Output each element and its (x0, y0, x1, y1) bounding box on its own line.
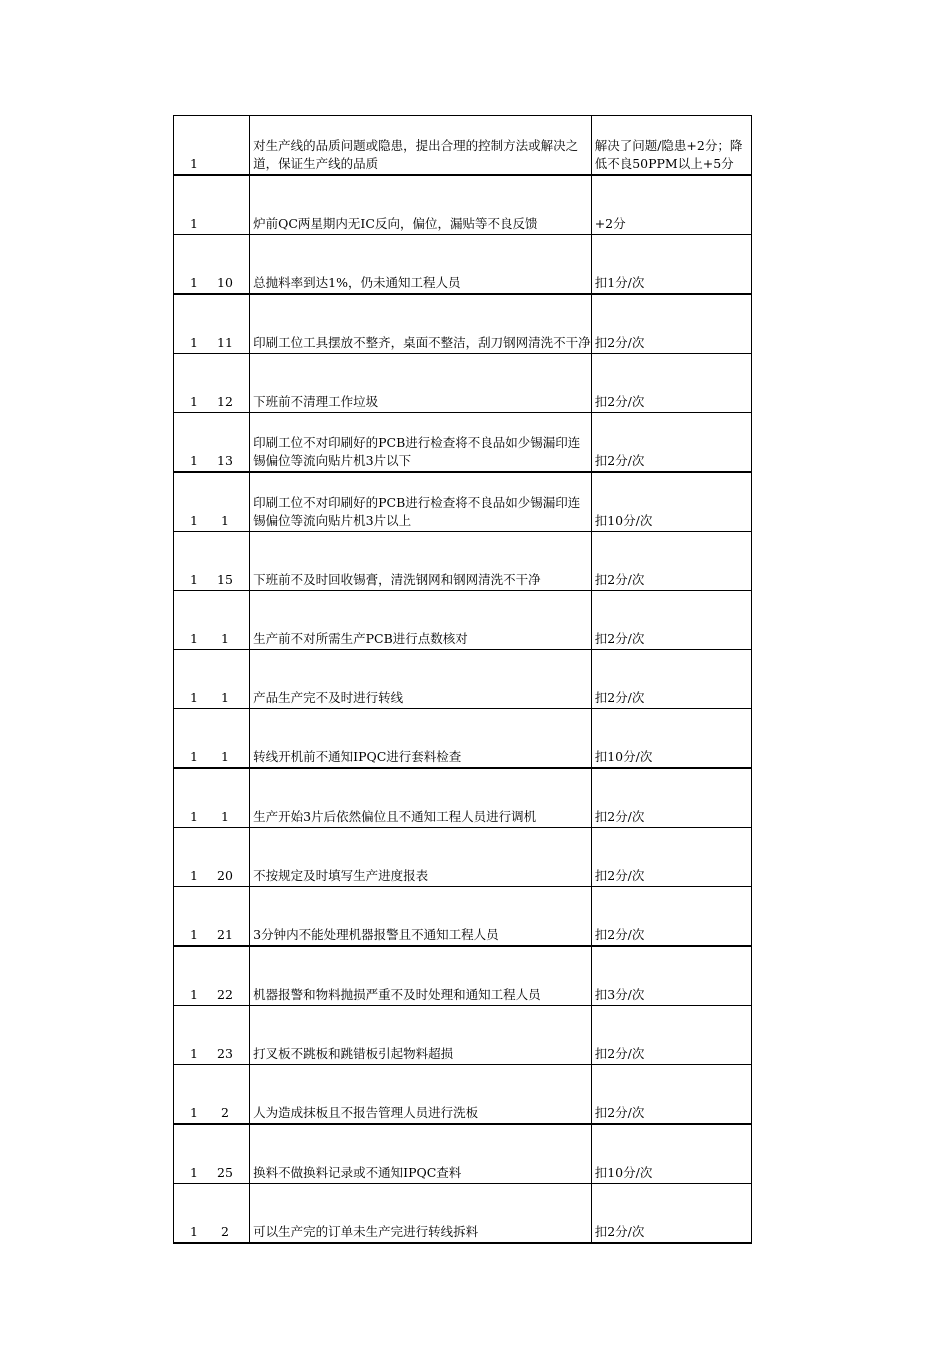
item-number: 21 (217, 927, 233, 942)
description-cell: 产品生产完不及时进行转线 (250, 650, 592, 709)
table-row (174, 709, 752, 769)
category-number: 1 (190, 572, 198, 587)
item-number: 1 (221, 809, 229, 824)
category-number: 1 (190, 631, 198, 646)
category-number: 1 (190, 1165, 198, 1180)
item-number: 1 (221, 749, 229, 764)
score-cell: 扣1分/次 (591, 235, 751, 295)
table-row (174, 116, 752, 176)
score-cell: 扣2分/次 (591, 591, 751, 650)
table-row (174, 887, 752, 947)
item-number: 1 (221, 631, 229, 646)
category-number: 1 (190, 1224, 198, 1239)
table-row (174, 532, 752, 591)
item-number: 10 (217, 275, 233, 290)
category-number: 1 (190, 868, 198, 883)
score-cell: +2分 (591, 175, 751, 235)
description-cell: 3分钟内不能处理机器报警且不通知工程人员 (250, 887, 592, 947)
item-number: 15 (217, 572, 233, 587)
item-number: 2 (221, 1105, 229, 1120)
description-cell: 可以生产完的订单未生产完进行转线拆料 (250, 1184, 592, 1244)
category-number: 1 (190, 335, 198, 350)
item-number: 25 (217, 1165, 233, 1180)
description-cell: 印刷工位不对印刷好的PCB进行检查将不良品如少锡漏印连锡偏位等流向贴片机3片以上 (250, 472, 592, 532)
item-number: 23 (217, 1046, 233, 1061)
category-number: 1 (190, 275, 198, 290)
category-number: 1 (190, 987, 198, 1002)
table-row (174, 1124, 752, 1184)
table-row (174, 1006, 752, 1065)
category-number: 1 (190, 156, 198, 171)
description-cell: 转线开机前不通知IPQC进行套料检查 (250, 709, 592, 769)
table-row (174, 354, 752, 413)
description-cell: 生产开始3片后依然偏位且不通知工程人员进行调机 (250, 768, 592, 828)
description-cell: 不按规定及时填写生产进度报表 (250, 828, 592, 887)
category-number: 1 (190, 927, 198, 942)
id-cell (174, 1184, 250, 1244)
score-cell: 扣2分/次 (591, 650, 751, 709)
description-cell: 机器报警和物料抛损严重不及时处理和通知工程人员 (250, 946, 592, 1006)
id-cell (174, 828, 250, 887)
description-cell: 炉前QC两星期内无IC反向，偏位，漏贴等不良反馈 (250, 175, 592, 235)
id-cell (174, 1006, 250, 1065)
id-cell (174, 294, 250, 354)
id-cell (174, 532, 250, 591)
score-cell: 扣2分/次 (591, 1006, 751, 1065)
score-cell: 扣10分/次 (591, 472, 751, 532)
id-cell (174, 472, 250, 532)
description-cell: 对生产线的品质问题或隐患，提出合理的控制方法或解决之道，保证生产线的品质 (250, 116, 592, 176)
table-row (174, 235, 752, 295)
category-number: 1 (190, 1046, 198, 1061)
category-number: 1 (190, 809, 198, 824)
table-row (174, 175, 752, 235)
id-cell (174, 887, 250, 947)
table-row (174, 413, 752, 473)
score-cell: 扣2分/次 (591, 1065, 751, 1125)
category-number: 1 (190, 394, 198, 409)
item-number: 20 (217, 868, 233, 883)
scoring-table (173, 115, 752, 1244)
item-number: 11 (217, 335, 233, 350)
score-cell: 扣10分/次 (591, 1124, 751, 1184)
description-cell: 印刷工位不对印刷好的PCB进行检查将不良品如少锡漏印连锡偏位等流向贴片机3片以下 (250, 413, 592, 473)
id-cell (174, 413, 250, 473)
score-cell: 解决了问题/隐患+2分；降低不良50PPM以上+5分 (591, 116, 751, 176)
table-row (174, 650, 752, 709)
category-number: 1 (190, 749, 198, 764)
score-cell: 扣2分/次 (591, 887, 751, 947)
description-cell: 人为造成抹板且不报告管理人员进行洗板 (250, 1065, 592, 1125)
description-cell: 换料不做换料记录或不通知IPQC查料 (250, 1124, 592, 1184)
description-cell: 下班前不清理工作垃圾 (250, 354, 592, 413)
id-cell (174, 1065, 250, 1125)
score-cell: 扣3分/次 (591, 946, 751, 1006)
score-cell: 扣10分/次 (591, 709, 751, 769)
item-number: 1 (221, 690, 229, 705)
table-row (174, 768, 752, 828)
id-cell (174, 235, 250, 295)
category-number: 1 (190, 453, 198, 468)
id-cell (174, 354, 250, 413)
id-cell (174, 946, 250, 1006)
category-number: 1 (190, 1105, 198, 1120)
score-cell: 扣2分/次 (591, 294, 751, 354)
description-cell: 生产前不对所需生产PCB进行点数核对 (250, 591, 592, 650)
score-cell: 扣2分/次 (591, 768, 751, 828)
item-number: 12 (217, 394, 233, 409)
id-cell (174, 1124, 250, 1184)
id-cell (174, 650, 250, 709)
category-number: 1 (190, 513, 198, 528)
id-cell (174, 116, 250, 176)
category-number: 1 (190, 690, 198, 705)
description-cell: 印刷工位工具摆放不整齐，桌面不整洁，刮刀钢网清洗不干净 (250, 294, 592, 354)
category-number: 1 (190, 216, 198, 231)
score-cell: 扣2分/次 (591, 532, 751, 591)
score-cell: 扣2分/次 (591, 1184, 751, 1244)
item-number: 1 (221, 513, 229, 528)
item-number: 13 (217, 453, 233, 468)
table-row (174, 828, 752, 887)
id-cell (174, 768, 250, 828)
table-row (174, 294, 752, 354)
id-cell (174, 591, 250, 650)
table-row (174, 1184, 752, 1244)
table-row (174, 591, 752, 650)
description-cell: 总抛料率到达1%，仍未通知工程人员 (250, 235, 592, 295)
score-cell: 扣2分/次 (591, 354, 751, 413)
description-cell: 下班前不及时回收锡膏，清洗钢网和钢网清洗不干净 (250, 532, 592, 591)
score-cell: 扣2分/次 (591, 413, 751, 473)
table-row (174, 472, 752, 532)
description-cell: 打叉板不跳板和跳错板引起物料超损 (250, 1006, 592, 1065)
table-row (174, 946, 752, 1006)
item-number: 2 (221, 1224, 229, 1239)
id-cell (174, 709, 250, 769)
item-number: 22 (217, 987, 233, 1002)
id-cell (174, 175, 250, 235)
table-row (174, 1065, 752, 1125)
score-cell: 扣2分/次 (591, 828, 751, 887)
